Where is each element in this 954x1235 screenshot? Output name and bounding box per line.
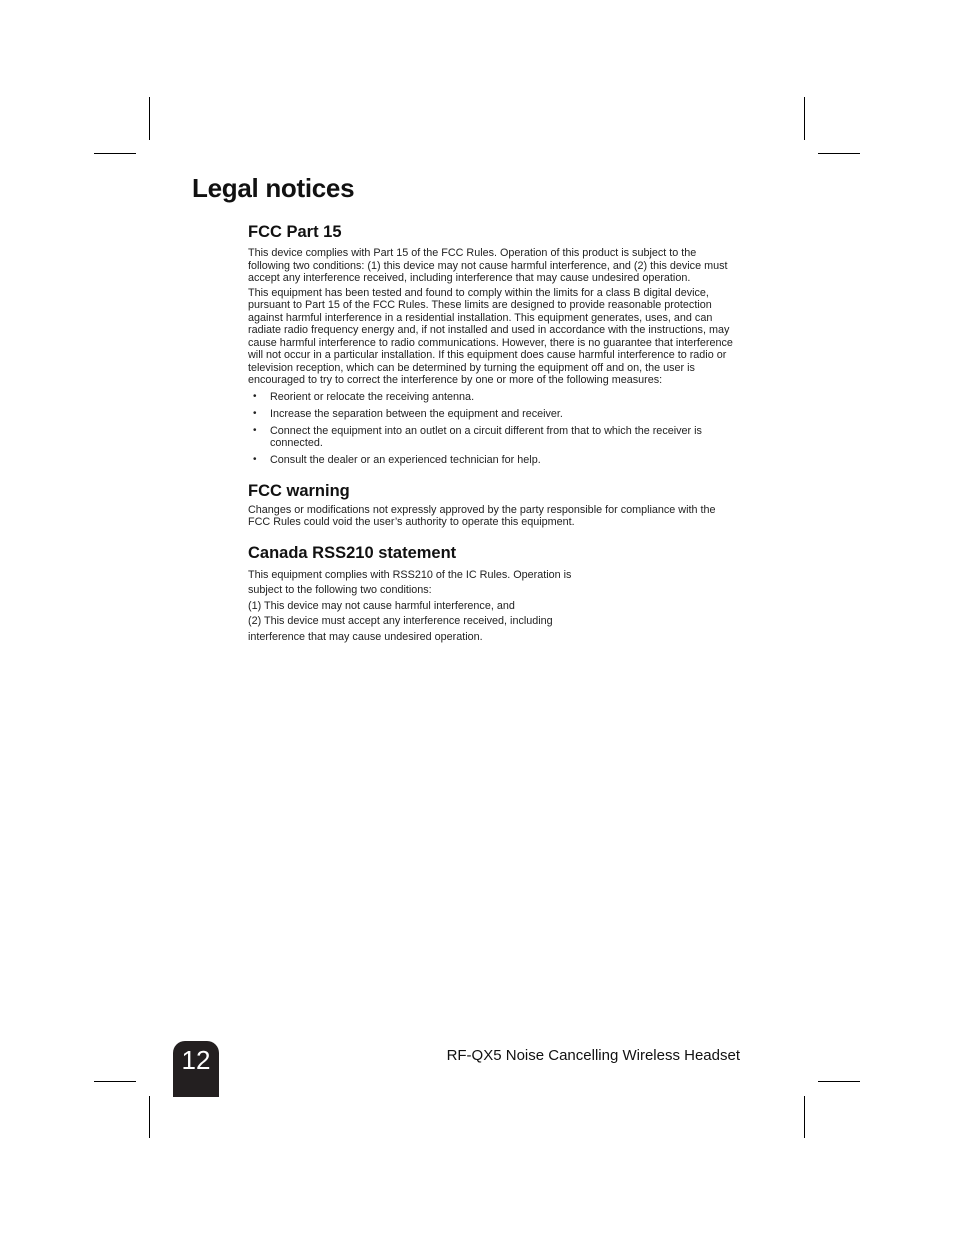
section-fcc-warning: [248, 482, 740, 529]
crop-mark-bottom-right-vertical: [804, 1096, 805, 1138]
crop-mark-top-right-horizontal: [818, 153, 860, 154]
fcc-measures-list: [248, 391, 740, 467]
fcc-part15-paragraph-1: This device complies with Part 15 of the FCC Rules. Operation of this product is subject to the following two conditions: (1) this device may not cause harmful interference, and (2) this device must accept any interference received, including interference that may cause undesired operation.: [248, 247, 728, 284]
page-number-tab: 12: [173, 1041, 219, 1097]
fcc-part15-paragraph-2: This equipment has been tested and found to comply within the limits for a class B digital device, pursuant to Part 15 of the FCC Rules. These limits are designed to provide reasonable protection against harmful interference in a residential installation. This equipment generates, uses, and can radiate radio frequency energy and, if not installed and used in accordance with the instructions, may cause harmful interference to radio communications. However, there is no guarantee that interference will not occur in a particular installation. If this equipment does cause harmful interference to radio or television reception, which can be determined by turning the equipment off and on, the user is encouraged to try to correct the interference by one or more of the following measures:: [248, 286, 733, 386]
crop-mark-top-left-horizontal: [94, 153, 136, 154]
crop-mark-bottom-left-horizontal: [94, 1081, 136, 1082]
bullet-icon: •: [253, 424, 257, 436]
canada-line: subject to the following two conditions:: [248, 584, 432, 596]
bullet-icon: •: [253, 390, 257, 402]
crop-mark-top-right-vertical: [804, 97, 805, 140]
canada-line: (1) This device may not cause harmful interference, and: [248, 599, 515, 612]
list-item: [248, 391, 740, 404]
list-item-text: Increase the separation between the equipment and receiver.: [270, 407, 563, 420]
crop-mark-bottom-left-vertical: [149, 1096, 150, 1138]
fcc-warning-paragraph: Changes or modifications not expressly approved by the party responsible for compliance with the FCC Rules could void the user’s authority to operate this equipment.: [248, 503, 716, 528]
list-item: [248, 425, 740, 450]
content-body: [248, 223, 740, 645]
footer-product-title: RF-QX5 Noise Cancelling Wireless Headset: [446, 1047, 740, 1064]
canada-statement-text: [248, 568, 608, 646]
crop-mark-bottom-right-horizontal: [818, 1081, 860, 1082]
canada-line: interference that may cause undesired operation.: [248, 630, 483, 643]
list-item: [248, 454, 740, 467]
list-item: [248, 408, 740, 421]
canada-line: This equipment complies with RSS210 of the IC Rules. Operation is: [248, 568, 572, 581]
section-heading-fcc-part15: FCC Part 15: [248, 223, 342, 241]
bullet-icon: •: [253, 454, 257, 465]
section-canada-rss210: [248, 544, 740, 646]
page-title: Legal notices: [192, 173, 355, 203]
bullet-icon: •: [253, 407, 257, 419]
section-heading-canada-rss210: Canada RSS210 statement: [248, 543, 457, 562]
crop-mark-top-left-vertical: [149, 97, 150, 140]
list-item-text: Connect the equipment into an outlet on a circuit different from that to which the receiver is connected.: [270, 424, 702, 449]
list-item-text: Reorient or relocate the receiving antenna.: [270, 390, 475, 403]
section-heading-fcc-warning: FCC warning: [248, 481, 350, 500]
list-item-text: Consult the dealer or an experienced technician for help.: [270, 454, 541, 466]
canada-line: (2) This device must accept any interference received, including: [248, 615, 553, 627]
section-fcc-part15: [248, 223, 740, 467]
